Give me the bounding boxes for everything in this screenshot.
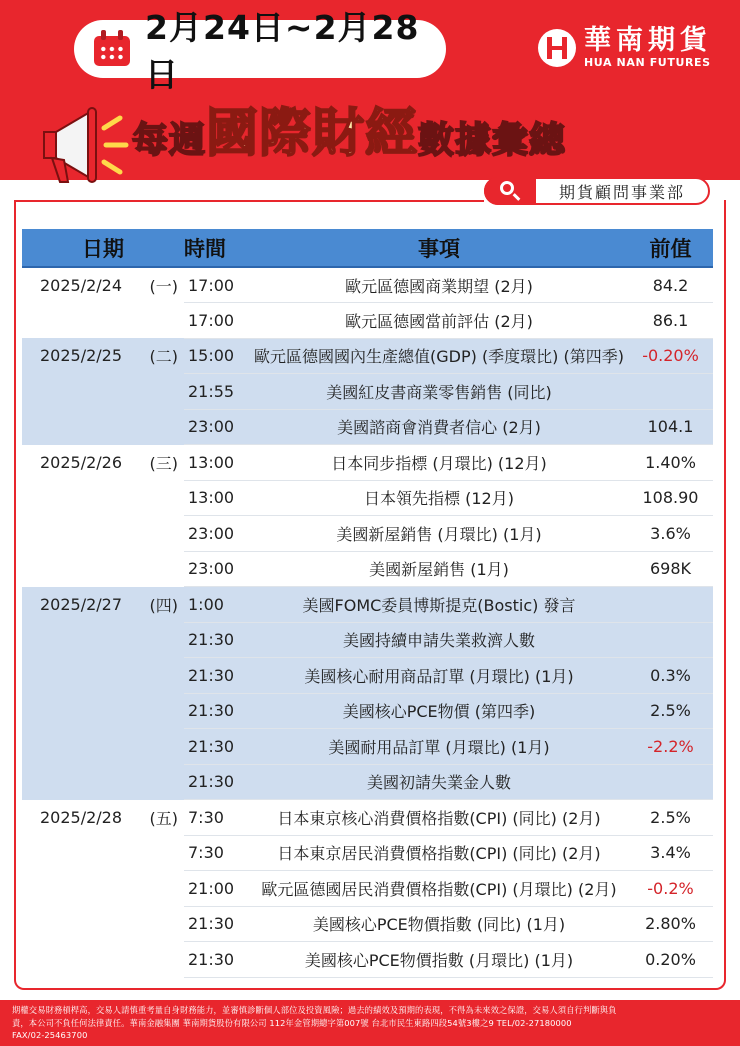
- table-row: [22, 622, 713, 658]
- row-previous-value: -2.2%: [628, 729, 713, 765]
- row-event: 美國初請失業金人數: [250, 764, 628, 800]
- row-event: 美國核心耐用商品訂單 (月環比) (1月): [250, 658, 628, 694]
- row-time: 17:00: [184, 303, 250, 339]
- table-row: [22, 551, 713, 587]
- schedule-table: [22, 229, 713, 978]
- table-row: [22, 374, 713, 410]
- row-event: 日本東京核心消費價格指數(CPI) (同比) (2月): [250, 800, 628, 836]
- row-previous-value: -0.2%: [628, 871, 713, 907]
- title-part1: 每週: [132, 120, 207, 161]
- table-row: [22, 587, 713, 623]
- table-row: [22, 409, 713, 445]
- row-event: 歐元區德國商業期望 (2月): [250, 267, 628, 303]
- row-weekday: [144, 409, 184, 445]
- disclaimer-line: 期權交易財務槓桿高，交易人請慎重考量自身財務能力，並審慎診斷個人部位及投資風險；過去的績效及預期的表現，不得為未來效之保證，交易人須自行判斷與負: [12, 1005, 617, 1015]
- brand-name-en: HUA NAN FUTURES: [584, 56, 711, 69]
- disclaimer-line: FAX/02-25463700: [12, 1030, 88, 1040]
- row-date: [22, 551, 144, 587]
- row-time: 1:00: [184, 587, 250, 623]
- row-event: 美國新屋銷售 (月環比) (1月): [250, 516, 628, 552]
- disclaimer-footer: [0, 1000, 740, 1046]
- disclaimer-line: 責，本公司不負任何法律責任。華南金融集團 華南期貨股份有限公司 112年金管期總字第007號 台北市民生東路四段54號3樓之9 TEL/02-27180000: [12, 1017, 572, 1028]
- table-row: [22, 942, 713, 978]
- date-range: 2月24日~2月28日: [145, 8, 420, 94]
- table-row: [22, 800, 713, 836]
- row-weekday: [144, 622, 184, 658]
- row-weekday: [144, 480, 184, 516]
- brand: [538, 26, 712, 69]
- row-event: 日本東京居民消費價格指數(CPI) (同比) (2月): [250, 835, 628, 871]
- row-time: 21:00: [184, 871, 250, 907]
- row-weekday: [144, 516, 184, 552]
- table-row: [22, 906, 713, 942]
- row-event: 美國耐用品訂單 (月環比) (1月): [250, 729, 628, 765]
- row-weekday: [144, 871, 184, 907]
- search-icon: [484, 177, 536, 205]
- row-event: 美國核心PCE物價指數 (月環比) (1月): [250, 942, 628, 978]
- row-weekday: [144, 374, 184, 410]
- table-row: [22, 871, 713, 907]
- row-date: 2025/2/27: [22, 587, 144, 623]
- row-event: 美國持續申請失業救濟人數: [250, 622, 628, 658]
- department-label: 期貨顧問事業部: [558, 182, 685, 202]
- row-date: [22, 871, 144, 907]
- row-event: 歐元區德國國內生產總值(GDP) (季度環比) (第四季): [250, 338, 628, 374]
- row-previous-value: 698K: [628, 551, 713, 587]
- calendar-icon: [92, 30, 131, 68]
- row-event: 美國新屋銷售 (1月): [250, 551, 628, 587]
- row-previous-value: 0.20%: [628, 942, 713, 978]
- row-previous-value: 2.5%: [628, 693, 713, 729]
- row-time: 21:55: [184, 374, 250, 410]
- row-event: 歐元區德國當前評估 (2月): [250, 303, 628, 339]
- table-row: [22, 338, 713, 374]
- row-previous-value: 0.3%: [628, 658, 713, 694]
- row-date: 2025/2/25: [22, 338, 144, 374]
- row-time: 13:00: [184, 480, 250, 516]
- row-event: 日本同步指標 (月環比) (12月): [250, 445, 628, 481]
- row-previous-value: [628, 764, 713, 800]
- row-previous-value: 2.80%: [628, 906, 713, 942]
- table-row: [22, 303, 713, 339]
- table-row: [22, 480, 713, 516]
- row-previous-value: 104.1: [628, 409, 713, 445]
- row-date: 2025/2/26: [22, 445, 144, 481]
- header-previous: 前值: [628, 229, 713, 267]
- row-time: 23:00: [184, 516, 250, 552]
- row-time: 21:30: [184, 729, 250, 765]
- row-previous-value: [628, 622, 713, 658]
- row-date: 2025/2/24: [22, 267, 144, 303]
- row-weekday: [144, 658, 184, 694]
- row-time: 23:00: [184, 409, 250, 445]
- table-row: [22, 658, 713, 694]
- row-previous-value: [628, 374, 713, 410]
- row-weekday: (五): [144, 800, 184, 836]
- row-weekday: [144, 729, 184, 765]
- row-previous-value: 86.1: [628, 303, 713, 339]
- row-date: [22, 303, 144, 339]
- row-previous-value: 3.4%: [628, 835, 713, 871]
- row-weekday: (三): [144, 445, 184, 481]
- megaphone-icon: [38, 102, 138, 188]
- title-part3: 數據彙總: [418, 120, 567, 161]
- row-date: 2025/2/28: [22, 800, 144, 836]
- title-part2: 國際財經: [206, 104, 419, 164]
- row-weekday: [144, 906, 184, 942]
- table-row: [22, 764, 713, 800]
- date-range-pill: [74, 8, 446, 94]
- table-row: [22, 516, 713, 552]
- row-date: [22, 374, 144, 410]
- row-weekday: (四): [144, 587, 184, 623]
- row-date: [22, 942, 144, 978]
- hua-nan-logo-icon: [538, 29, 576, 67]
- row-date: [22, 516, 144, 552]
- row-date: [22, 480, 144, 516]
- table-row: [22, 835, 713, 871]
- row-event: 日本領先指標 (12月): [250, 480, 628, 516]
- row-weekday: [144, 764, 184, 800]
- table-header-row: [22, 229, 713, 267]
- row-date: [22, 764, 144, 800]
- row-event: 美國核心PCE物價指數 (同比) (1月): [250, 906, 628, 942]
- row-event: 美國核心PCE物價 (第四季): [250, 693, 628, 729]
- row-weekday: [144, 693, 184, 729]
- row-time: 15:00: [184, 338, 250, 374]
- row-event: 美國紅皮書商業零售銷售 (同比): [250, 374, 628, 410]
- row-date: [22, 693, 144, 729]
- row-time: 21:30: [184, 906, 250, 942]
- table-row: [22, 729, 713, 765]
- row-date: [22, 906, 144, 942]
- row-date: [22, 409, 144, 445]
- row-previous-value: 3.6%: [628, 516, 713, 552]
- row-time: 13:00: [184, 445, 250, 481]
- row-event: 美國諮商會消費者信心 (2月): [250, 409, 628, 445]
- department-pill: [484, 177, 710, 205]
- table-row: [22, 267, 713, 303]
- row-date: [22, 658, 144, 694]
- row-time: 21:30: [184, 942, 250, 978]
- row-time: 21:30: [184, 622, 250, 658]
- row-previous-value: 108.90: [628, 480, 713, 516]
- row-weekday: (一): [144, 267, 184, 303]
- row-previous-value: -0.20%: [628, 338, 713, 374]
- table-row: [22, 693, 713, 729]
- row-previous-value: 1.40%: [628, 445, 713, 481]
- row-time: 21:30: [184, 764, 250, 800]
- row-previous-value: 2.5%: [628, 800, 713, 836]
- header-event: 事項: [250, 229, 628, 267]
- header-date: 日期: [22, 229, 184, 267]
- row-time: 17:00: [184, 267, 250, 303]
- row-time: 7:30: [184, 800, 250, 836]
- page-title: [132, 95, 566, 165]
- row-weekday: [144, 551, 184, 587]
- row-time: 7:30: [184, 835, 250, 871]
- row-date: [22, 622, 144, 658]
- row-time: 23:00: [184, 551, 250, 587]
- row-date: [22, 835, 144, 871]
- row-weekday: (二): [144, 338, 184, 374]
- brand-name-cn: 華南期貨: [584, 25, 712, 56]
- row-time: 21:30: [184, 658, 250, 694]
- row-weekday: [144, 835, 184, 871]
- row-weekday: [144, 942, 184, 978]
- row-previous-value: 84.2: [628, 267, 713, 303]
- row-event: 美國FOMC委員博斯提克(Bostic) 發言: [250, 587, 628, 623]
- table-row: [22, 445, 713, 481]
- row-event: 歐元區德國居民消費價格指數(CPI) (月環比) (2月): [250, 871, 628, 907]
- row-previous-value: [628, 587, 713, 623]
- row-weekday: [144, 303, 184, 339]
- row-time: 21:30: [184, 693, 250, 729]
- row-date: [22, 729, 144, 765]
- header-time: 時間: [184, 229, 250, 267]
